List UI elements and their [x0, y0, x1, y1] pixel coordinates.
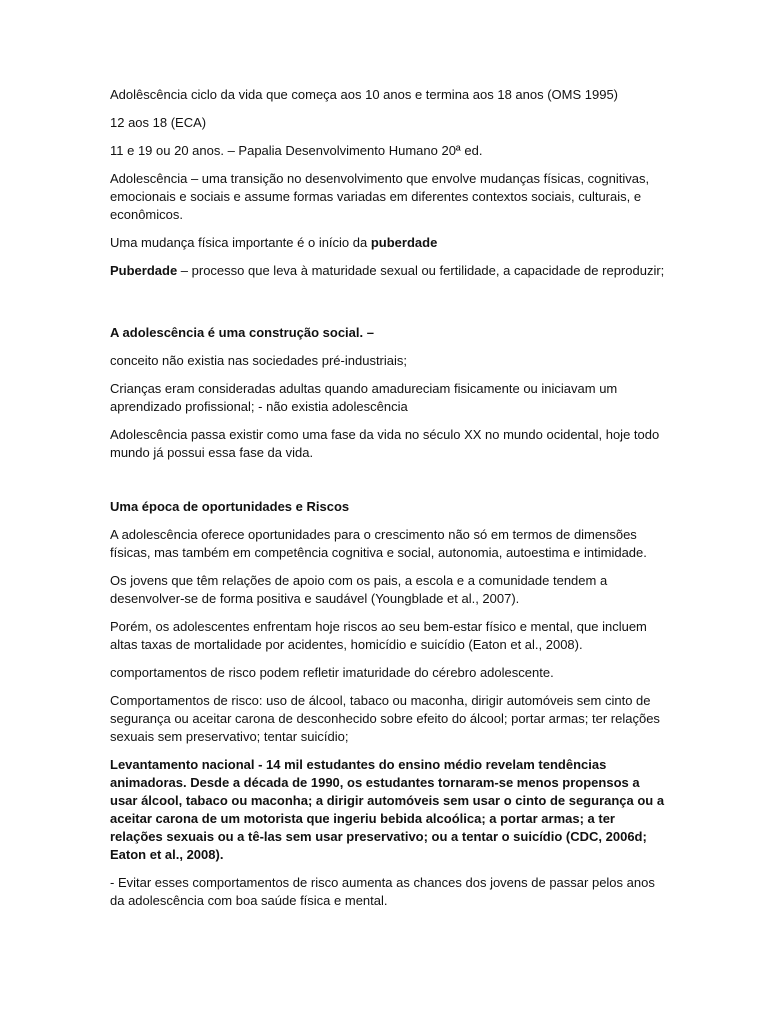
puberty-definition-text: – processo que leva à maturidade sexual ou fertilidade, a capacidade de reproduzir;	[177, 263, 665, 278]
puberty-term: Puberdade	[110, 263, 178, 278]
paragraph-eca-range: 12 aos 18 (ECA)	[110, 115, 207, 130]
puberty-intro-bold: puberdade	[370, 235, 438, 250]
paragraph-opportunities: A adolescência oferece oportunidades para o crescimento não só em termos de dimensões físicas, mas também em competência cognitiva e social, autonomia, autoestima e intimidade.	[110, 527, 647, 560]
paragraph-twentieth-century: Adolescência passa existir como uma fase da vida no século XX no mundo ocidental, hoje todo mundo já possui essa fase da vida.	[110, 427, 660, 460]
paragraph-brain-immaturity: comportamentos de risco podem refletir imaturidade do cérebro adolescente.	[110, 665, 554, 680]
paragraph-children-adults: Crianças eram consideradas adultas quando amadureciam fisicamente ou iniciavam um aprendizado profissional; - não existia adolescência	[110, 381, 618, 414]
paragraph-risks: Porém, os adolescentes enfrentam hoje riscos ao seu bem-estar físico e mental, que incluem altas taxas de mortalidade por acidentes, homicídio e suicídio (Eaton et al., 2008).	[110, 619, 647, 652]
heading-opportunities-risks: Uma época de oportunidades e Riscos	[110, 499, 350, 514]
paragraph-transition: Adolescência – uma transição no desenvolvimento que envolve mudanças físicas, cognitivas, emocionais e sociais e assume formas variadas em diferentes contextos sociais, culturais, e econômicos.	[110, 171, 650, 222]
paragraph-adolescence-definition: Adolêscência ciclo da vida que começa aos 10 anos e termina aos 18 anos (OMS 1995)	[110, 87, 619, 102]
paragraph-support-relations: Os jovens que têm relações de apoio com os pais, a escola e a comunidade tendem a desenvolver-se de forma positiva e saudável (Youngblade et al., 2007).	[110, 573, 608, 606]
paragraph-papalia-range: 11 e 19 ou 20 anos. – Papalia Desenvolvimento Humano 20ª ed.	[110, 143, 483, 158]
puberty-intro-text: Uma mudança física importante é o início da	[110, 235, 371, 250]
paragraph-preindustrial: conceito não existia nas sociedades pré-industriais;	[110, 353, 408, 368]
paragraph-avoid-risks: - Evitar esses comportamentos de risco aumenta as chances dos jovens de passar pelos anos da adolescência com boa saúde física e mental.	[110, 875, 655, 908]
paragraph-risk-behaviors: Comportamentos de risco: uso de álcool, tabaco ou maconha, dirigir automóveis sem cinto de segurança ou aceitar carona de desconhecido sobre efeito do álcool; portar armas; ter relações sexuais sem preservativo; tentar suicídio;	[110, 693, 660, 744]
paragraph-puberty-intro	[110, 234, 670, 252]
paragraph-puberty-definition	[110, 262, 670, 280]
paragraph-national-survey: Levantamento nacional - 14 mil estudantes do ensino médio revelam tendências animadoras. Desde a década de 1990, os estudantes tornaram-se menos propensos a usar álcool, tabaco ou maconha; a dirigir automóveis sem usar o cinto de segurança ou a aceitar carona de um motorista que ingeriu bebida alcoólica; a portar armas; a ter relações sexuais ou a tê-las sem usar preservativo; ou a tentar o suicídio (CDC, 2006d; Eaton et al., 2008).	[110, 757, 665, 862]
heading-social-construction: A adolescência é uma construção social. –	[110, 325, 374, 340]
